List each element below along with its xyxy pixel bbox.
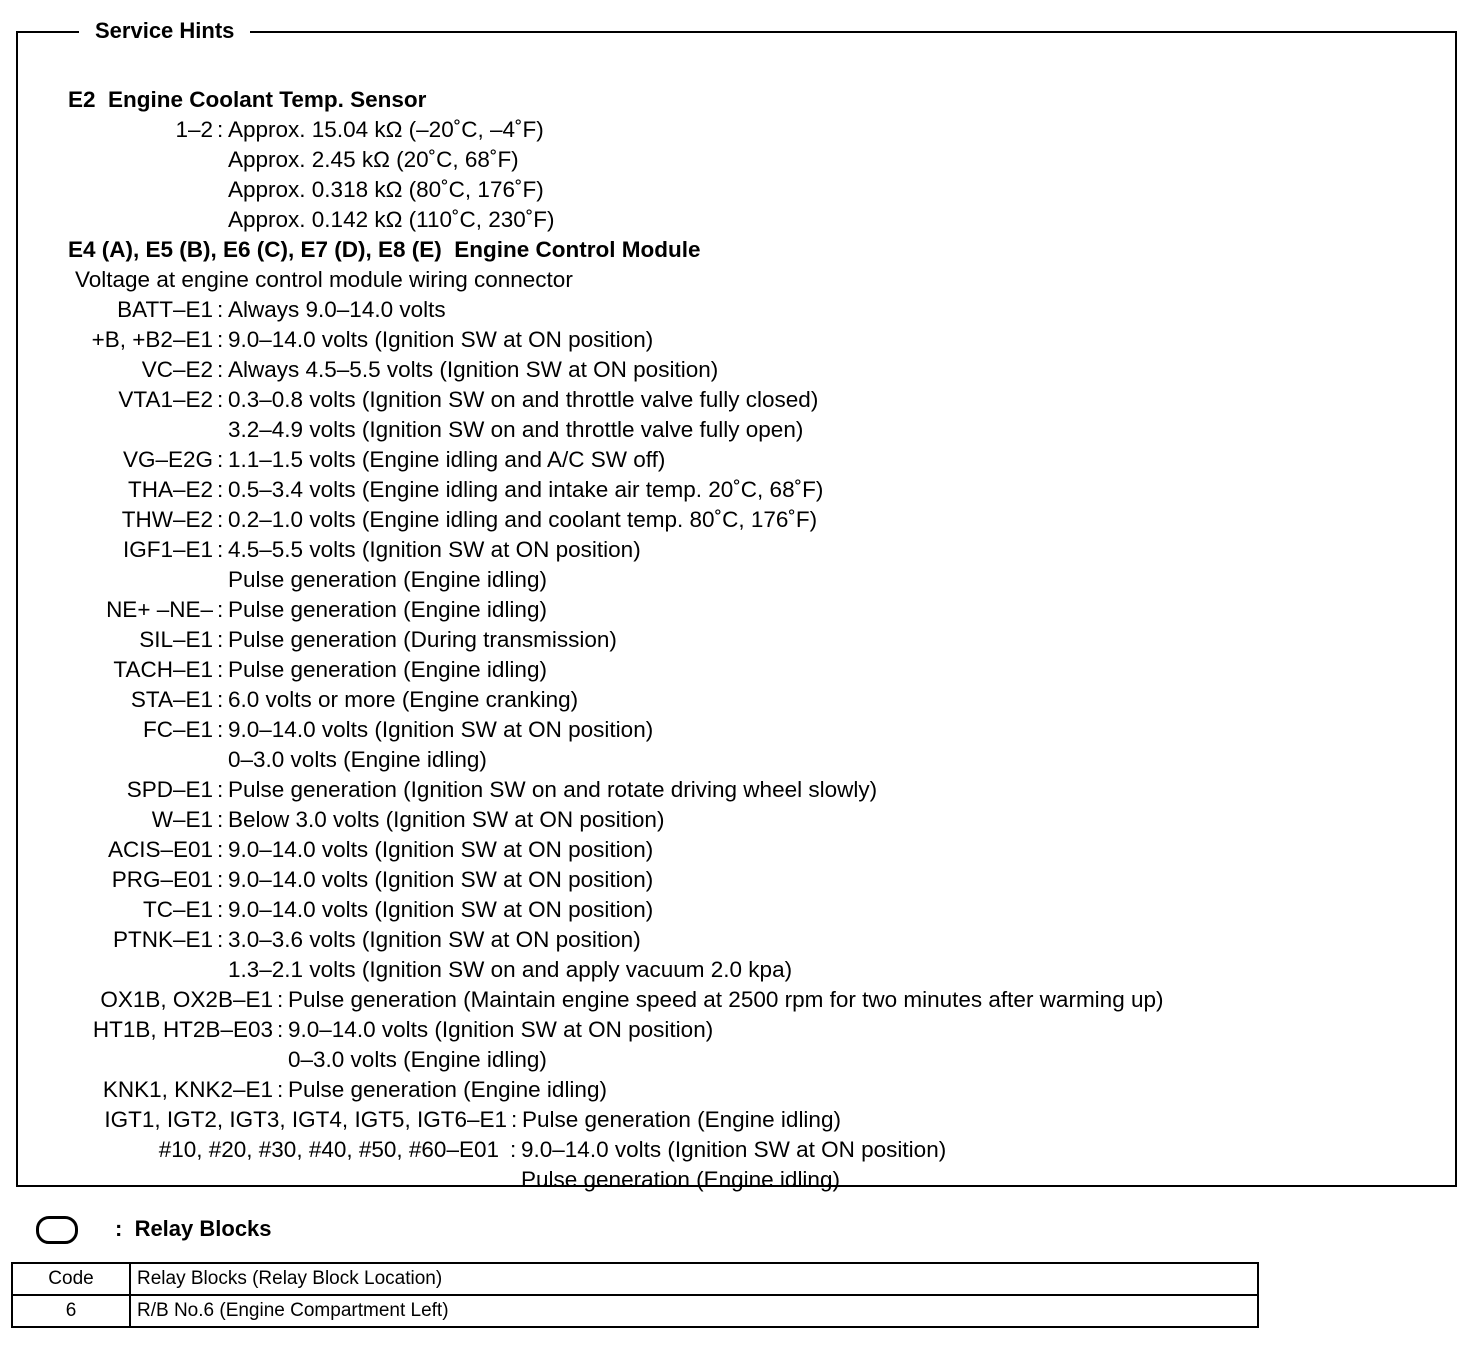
spec-line xyxy=(18,505,818,535)
spec-value: 6.0 volts or more (Engine cranking) xyxy=(228,687,579,712)
label-separator: : xyxy=(217,837,224,862)
terminal-label: SIL–E1 xyxy=(139,627,213,652)
spec-value: Pulse generation (Ignition SW on and rotate driving wheel slowly) xyxy=(228,777,878,802)
spec-line xyxy=(18,685,701,715)
spec-line xyxy=(18,955,793,985)
spec-value: 9.0–14.0 volts (Ignition SW at ON position) xyxy=(228,837,654,862)
spec-value: 9.0–14.0 volts (Ignition SW at ON position) xyxy=(228,867,654,892)
spec-value: Approx. 15.04 kΩ (–20˚C, –4˚F) xyxy=(228,117,544,142)
spec-value: Always 9.0–14.0 volts xyxy=(228,297,446,322)
spec-value: Pulse generation (Engine idling) xyxy=(228,567,547,592)
label-separator: : xyxy=(217,897,224,922)
terminal-label: NE+ –NE– xyxy=(106,597,213,622)
label-separator: : xyxy=(217,327,224,352)
spec-line xyxy=(18,205,701,235)
label-separator: : xyxy=(217,447,224,472)
relay-table-header-code: Code xyxy=(12,1263,130,1295)
label-separator: : xyxy=(217,117,224,142)
spec-line xyxy=(18,1165,840,1195)
spec-line xyxy=(18,115,701,145)
spec-value: Pulse generation (During transmission) xyxy=(228,627,617,652)
spec-value: 9.0–14.0 volts (Ignition SW at ON position) xyxy=(228,897,654,922)
terminal-label: VC–E2 xyxy=(141,357,213,382)
terminal-label: THA–E2 xyxy=(127,477,213,502)
relay-block-symbol-icon xyxy=(36,1216,78,1244)
spec-value: 9.0–14.0 volts (Ignition SW at ON position) xyxy=(288,1017,714,1042)
spec-value: Below 3.0 volts (Ignition SW at ON position) xyxy=(228,807,665,832)
label-separator: : xyxy=(217,537,224,562)
table-row xyxy=(12,1295,1258,1327)
relay-table-cell-code: 6 xyxy=(12,1295,130,1327)
spec-line xyxy=(18,295,701,325)
spec-line xyxy=(18,805,701,835)
relay-blocks-heading xyxy=(115,1214,272,1244)
service-hints-title: Service Hints xyxy=(79,16,250,46)
spec-line xyxy=(18,535,701,565)
spec-line xyxy=(18,985,1164,1015)
spec-value: 0.2–1.0 volts (Engine idling and coolant temp. 80˚C, 176˚F) xyxy=(228,507,818,532)
spec-value: Approx. 0.142 kΩ (110˚C, 230˚F) xyxy=(228,207,555,232)
terminal-label: VG–E2G xyxy=(122,447,213,472)
spec-line xyxy=(18,415,804,445)
label-separator: : xyxy=(217,777,224,802)
spec-line xyxy=(18,625,701,655)
spec-line xyxy=(18,325,701,355)
label-separator: : xyxy=(217,357,224,382)
label-separator: : xyxy=(217,477,224,502)
spec-value: Pulse generation (Engine idling) xyxy=(228,597,547,622)
terminal-label: VTA1–E2 xyxy=(118,387,213,412)
label-separator: : xyxy=(277,1077,284,1102)
label-separator: : xyxy=(277,987,284,1012)
spec-value: 9.0–14.0 volts (Ignition SW at ON position) xyxy=(228,327,654,352)
spec-value: Pulse generation (Maintain engine speed at 2500 rpm for two minutes after warming up) xyxy=(288,987,1164,1012)
spec-line xyxy=(18,445,701,475)
spec-line xyxy=(18,1135,947,1165)
spec-line xyxy=(18,175,701,205)
service-hints-box xyxy=(16,31,1457,1192)
terminal-label: THW–E2 xyxy=(121,507,213,532)
label-separator: : xyxy=(510,1137,517,1162)
terminal-label: IGF1–E1 xyxy=(122,537,213,562)
relay-table-header-row xyxy=(12,1263,1258,1295)
label-separator: : xyxy=(217,807,224,832)
relay-blocks-title: Relay Blocks xyxy=(134,1216,272,1241)
spec-value: Pulse generation (Engine idling) xyxy=(228,657,547,682)
relay-blocks-table xyxy=(11,1262,1259,1328)
spec-value: 9.0–14.0 volts (Ignition SW at ON position) xyxy=(228,717,654,742)
spec-value: 0–3.0 volts (Engine idling) xyxy=(228,747,487,772)
spec-line xyxy=(18,835,701,865)
label-separator: : xyxy=(277,1017,284,1042)
label-separator: : xyxy=(217,657,224,682)
label-separator: : xyxy=(217,297,224,322)
terminal-label: 1–2 xyxy=(175,117,213,142)
spec-value: 4.5–5.5 volts (Ignition SW at ON position) xyxy=(228,537,641,562)
label-separator: : xyxy=(511,1107,518,1132)
spec-value: 1.3–2.1 volts (Ignition SW on and apply vacuum 2.0 kpa) xyxy=(228,957,793,982)
spec-line xyxy=(18,355,719,385)
spec-value: 1.1–1.5 volts (Engine idling and A/C SW off) xyxy=(228,447,666,472)
terminal-label: KNK1, KNK2–E1 xyxy=(102,1077,273,1102)
spec-value: Pulse generation (Engine idling) xyxy=(521,1167,840,1192)
spec-line xyxy=(18,925,701,955)
spec-value: Approx. 0.318 kΩ (80˚C, 176˚F) xyxy=(228,177,544,202)
terminal-label: BATT–E1 xyxy=(117,297,213,322)
spec-line xyxy=(18,895,701,925)
label-separator: : xyxy=(217,627,224,652)
spec-line xyxy=(18,715,701,745)
spec-line xyxy=(18,1045,701,1075)
terminal-label: TACH–E1 xyxy=(113,657,213,682)
label-separator: : xyxy=(217,717,224,742)
spec-value: 3.2–4.9 volts (Ignition SW on and throttle valve fully open) xyxy=(228,417,804,442)
spec-line xyxy=(18,1015,714,1045)
label-separator: : xyxy=(217,867,224,892)
spec-value: Approx. 2.45 kΩ (20˚C, 68˚F) xyxy=(228,147,519,172)
spec-line xyxy=(18,865,701,895)
spec-line xyxy=(18,745,701,775)
terminal-label: W–E1 xyxy=(151,807,213,832)
spec-line xyxy=(18,1105,841,1135)
terminal-label: +B, +B2–E1 xyxy=(91,327,213,352)
spec-line xyxy=(18,655,701,685)
service-hints-content xyxy=(18,85,1164,1195)
terminal-label: OX1B, OX2B–E1 xyxy=(100,987,273,1012)
spec-line xyxy=(18,595,701,625)
section-intro: Voltage at engine control module wiring connector xyxy=(75,267,573,292)
terminal-label: SPD–E1 xyxy=(126,777,213,802)
spec-line xyxy=(18,775,878,805)
spec-line xyxy=(18,475,824,505)
label-separator: : xyxy=(217,597,224,622)
terminal-label: FC–E1 xyxy=(142,717,213,742)
section-heading: E2 Engine Coolant Temp. Sensor xyxy=(68,87,427,112)
spec-value: 0.3–0.8 volts (Ignition SW on and throttle valve fully closed) xyxy=(228,387,819,412)
label-separator: : xyxy=(217,387,224,412)
spec-value: Pulse generation (Engine idling) xyxy=(522,1107,841,1132)
section-heading: E4 (A), E5 (B), E6 (C), E7 (D), E8 (E) Engine Control Module xyxy=(68,237,701,262)
terminal-label: ACIS–E01 xyxy=(107,837,213,862)
spec-value: 0–3.0 volts (Engine idling) xyxy=(288,1047,547,1072)
terminal-label: TC–E1 xyxy=(142,897,213,922)
spec-value: 0.5–3.4 volts (Engine idling and intake air temp. 20˚C, 68˚F) xyxy=(228,477,824,502)
spec-value: Always 4.5–5.5 volts (Ignition SW at ON position) xyxy=(228,357,719,382)
spec-line xyxy=(18,385,819,415)
label-separator: : xyxy=(217,927,224,952)
spec-line xyxy=(18,1075,701,1105)
terminal-label: STA–E1 xyxy=(130,687,213,712)
terminal-label: IGT1, IGT2, IGT3, IGT4, IGT5, IGT6–E1 xyxy=(104,1107,507,1132)
terminal-label: PTNK–E1 xyxy=(112,927,213,952)
spec-value: Pulse generation (Engine idling) xyxy=(288,1077,607,1102)
label-separator: : xyxy=(217,687,224,712)
terminal-label: #10, #20, #30, #40, #50, #60–E01 xyxy=(158,1137,499,1162)
spec-line xyxy=(18,565,701,595)
label-separator: : xyxy=(217,507,224,532)
spec-value: 9.0–14.0 volts (Ignition SW at ON position) xyxy=(521,1137,947,1162)
relay-blocks-colon: : xyxy=(115,1216,123,1241)
spec-value: 3.0–3.6 volts (Ignition SW at ON position) xyxy=(228,927,641,952)
terminal-label: HT1B, HT2B–E03 xyxy=(92,1017,273,1042)
spec-line xyxy=(18,145,701,175)
relay-table-cell-location: R/B No.6 (Engine Compartment Left) xyxy=(130,1295,1258,1327)
relay-table-header-location: Relay Blocks (Relay Block Location) xyxy=(130,1263,1258,1295)
terminal-label: PRG–E01 xyxy=(111,867,213,892)
